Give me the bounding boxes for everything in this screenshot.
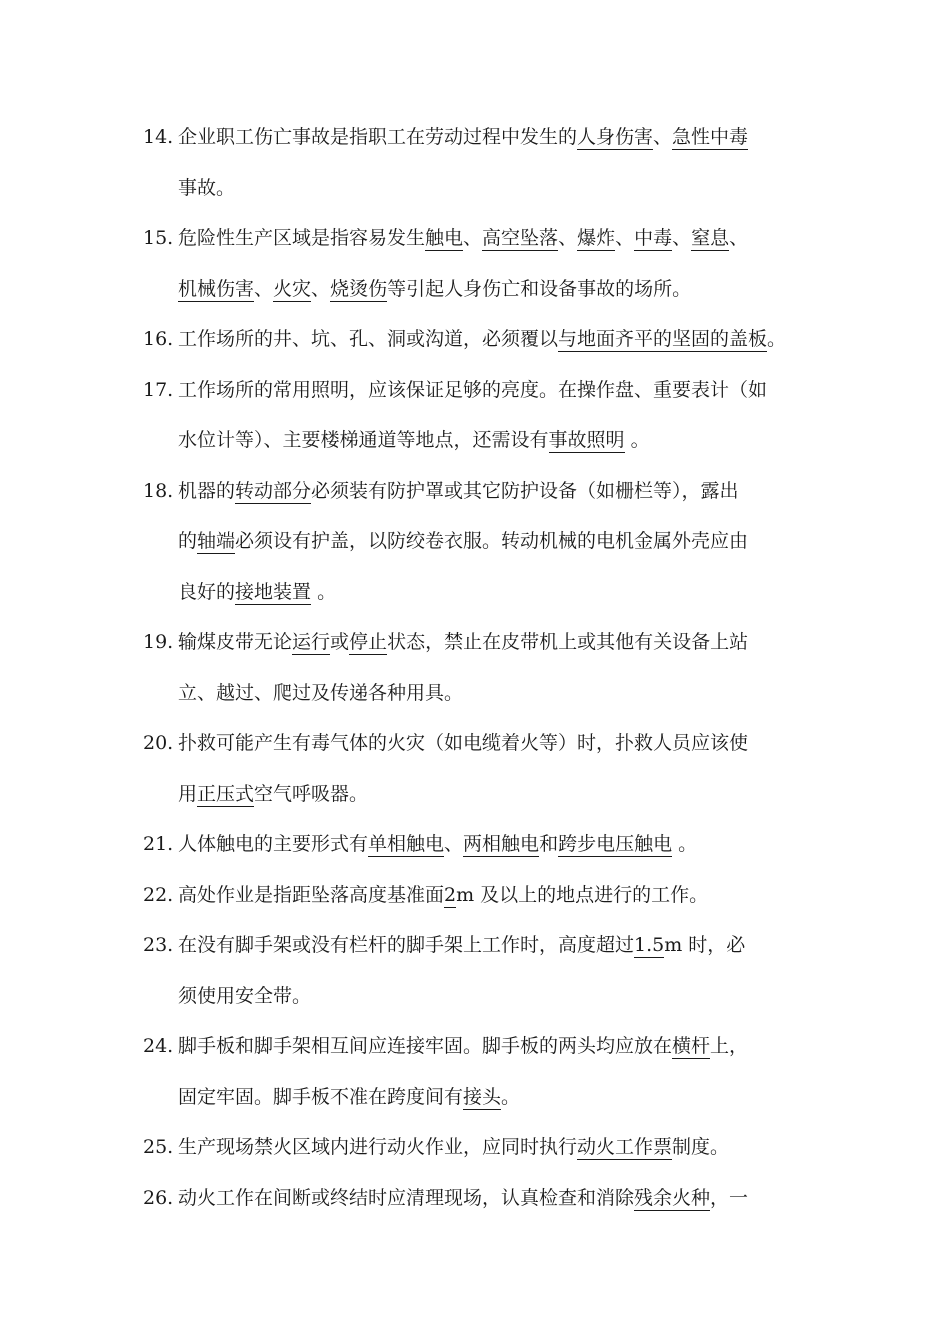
answer-blank: 窒息 — [691, 227, 730, 249]
answer-blank: 跨步电压触电 — [558, 833, 673, 855]
text-segment: 良好的 — [178, 580, 236, 603]
text-segment: 、 — [254, 277, 274, 300]
answer-blank: 触电 — [425, 227, 464, 249]
text-segment: 。 — [672, 833, 698, 855]
item-number: 15. — [143, 227, 174, 249]
list-item — [0, 1033, 950, 1059]
text-segment: 或 — [330, 631, 350, 653]
list-item — [0, 225, 950, 251]
text-segment: 机器的 — [178, 479, 236, 502]
list-item — [0, 882, 950, 908]
list-item — [0, 932, 950, 958]
list-item-continuation — [0, 276, 950, 302]
text-segment: 。 — [624, 429, 650, 451]
text-segment: 高处作业是指距坠落高度基准面 — [178, 883, 445, 906]
item-text — [178, 1033, 748, 1059]
item-text — [178, 932, 745, 958]
list-item — [0, 377, 950, 403]
text-segment: 须使用安全带。 — [178, 984, 312, 1007]
item-text — [178, 377, 767, 403]
item-text — [178, 781, 368, 807]
text-segment: 脚手板和脚手架相互间应连接牢固。脚手板的两头均应放在 — [178, 1035, 673, 1057]
answer-blank: 高空坠落 — [482, 227, 559, 249]
list-item-continuation — [0, 781, 950, 807]
answer-blank: 两相触电 — [463, 833, 540, 855]
text-segment: 、 — [558, 227, 578, 249]
text-segment: 工作场所的井、坑、孔、洞或沟道，必须覆以 — [178, 328, 559, 350]
answer-blank: 接头 — [463, 1085, 502, 1108]
answer-blank: 机械伤害 — [178, 277, 255, 300]
item-text — [178, 225, 748, 251]
text-segment: 企业职工伤亡事故是指职工在劳动过程中发生的 — [178, 126, 578, 148]
text-segment: 在没有脚手架或没有栏杆的脚手架上工作时，高度超过 — [178, 934, 635, 956]
text-segment: 危险性生产区域是指容易发生 — [178, 227, 426, 249]
item-text — [178, 680, 463, 706]
answer-blank: 事故照明 — [548, 429, 625, 451]
item-number: 24. — [143, 1035, 174, 1057]
item-number: 23. — [143, 934, 174, 956]
list-item — [0, 1185, 950, 1211]
text-segment: 状态，禁止在皮带机上或其他有关设备上站 — [387, 631, 749, 653]
text-segment: 和 — [539, 833, 559, 855]
answer-blank: 人身伤害 — [577, 126, 654, 148]
text-segment: 输煤皮带无论 — [178, 631, 293, 653]
item-text — [178, 579, 336, 605]
text-segment: 。 — [311, 580, 337, 603]
item-text — [178, 124, 748, 150]
text-segment: 、 — [672, 227, 692, 249]
list-item-continuation — [0, 680, 950, 706]
text-segment: 生产现场禁火区域内进行动火作业，应同时执行 — [178, 1136, 578, 1158]
list-item-continuation — [0, 1084, 950, 1110]
text-segment: 用 — [178, 782, 198, 805]
text-segment: 动火工作在间断或终结时应清理现场，认真检查和消除 — [178, 1186, 635, 1209]
text-segment: 、 — [729, 227, 749, 249]
item-text — [178, 276, 691, 302]
text-segment: 、 — [653, 126, 673, 148]
list-item-continuation — [0, 175, 950, 201]
item-number: 14. — [143, 126, 174, 148]
item-text — [178, 326, 786, 352]
answer-blank: 停止 — [349, 631, 388, 653]
answer-blank: 烧烫伤 — [330, 277, 388, 300]
text-segment: m 及以上的地点进行的工作。 — [456, 883, 709, 906]
item-text — [178, 478, 739, 504]
text-segment: 人体触电的主要形式有 — [178, 833, 369, 855]
text-segment: 制度。 — [672, 1136, 730, 1158]
list-item-continuation — [0, 579, 950, 605]
text-segment: 、 — [615, 227, 635, 249]
answer-blank: 单相触电 — [368, 833, 445, 855]
answer-blank: 运行 — [292, 631, 331, 653]
answer-blank: 接地装置 — [235, 580, 312, 603]
answer-blank: 残余火种 — [634, 1186, 711, 1209]
item-number: 25. — [143, 1136, 174, 1158]
item-number: 18. — [143, 479, 174, 502]
list-item — [0, 730, 950, 756]
item-number: 17. — [143, 378, 174, 401]
answer-blank: 动火工作票 — [577, 1136, 673, 1158]
list-item — [0, 478, 950, 504]
list-item — [0, 124, 950, 150]
answer-blank: 火灾 — [273, 277, 312, 300]
answer-blank: 正压式 — [197, 782, 255, 805]
item-number: 16. — [143, 328, 174, 350]
answer-blank: 横杆 — [672, 1035, 711, 1057]
item-text — [178, 427, 650, 453]
item-text — [178, 1084, 520, 1110]
list-item-continuation — [0, 427, 950, 453]
list-item — [0, 831, 950, 857]
text-segment: 立、越过、爬过及传递各种用具。 — [178, 681, 464, 704]
answer-blank: 1.5 — [634, 934, 665, 956]
answer-blank: 转动部分 — [235, 479, 312, 502]
item-text — [178, 1134, 729, 1160]
item-text — [178, 629, 748, 655]
list-item-continuation — [0, 528, 950, 554]
answer-blank: 2 — [444, 883, 457, 906]
text-segment: 。 — [501, 1085, 521, 1108]
item-number: 21. — [143, 833, 174, 855]
text-segment: m 时，必 — [664, 934, 746, 956]
answer-blank: 与地面齐平的坚固的盖板 — [558, 328, 768, 350]
list-item-continuation — [0, 983, 950, 1009]
item-text — [178, 175, 235, 201]
answer-blank: 急性中毒 — [672, 126, 749, 148]
item-text — [178, 528, 748, 554]
text-segment: 必须装有防护罩或其它防护设备（如栅栏等），露出 — [311, 479, 739, 502]
text-segment: 。 — [767, 328, 787, 350]
item-text — [178, 730, 748, 756]
answer-blank: 中毒 — [634, 227, 673, 249]
list-item — [0, 629, 950, 655]
item-number: 22. — [143, 883, 174, 906]
item-text — [178, 831, 697, 857]
answer-blank: 爆炸 — [577, 227, 616, 249]
item-text — [178, 983, 311, 1009]
item-text — [178, 1185, 748, 1211]
text-segment: ，一 — [710, 1186, 749, 1209]
text-segment: 工作场所的常用照明，应该保证足够的亮度。在操作盘、重要表计（如 — [178, 378, 768, 401]
text-segment: 、 — [463, 227, 483, 249]
text-segment: 上， — [710, 1035, 749, 1057]
answer-blank: 轴端 — [197, 530, 236, 552]
text-segment: 、 — [444, 833, 464, 855]
text-segment: 的 — [178, 530, 198, 552]
text-segment: 空气呼吸器。 — [254, 782, 369, 805]
text-segment: 、 — [311, 277, 331, 300]
text-segment: 等引起人身伤亡和设备事故的场所。 — [387, 277, 692, 300]
text-segment: 事故。 — [178, 176, 236, 199]
text-segment: 水位计等）、主要楼梯通道等地点，还需设有 — [178, 429, 549, 451]
text-segment: 固定牢固。脚手板不准在跨度间有 — [178, 1085, 464, 1108]
item-text — [178, 882, 708, 908]
item-number: 26. — [143, 1186, 174, 1209]
list-item — [0, 326, 950, 352]
item-number: 19. — [143, 631, 174, 653]
list-item — [0, 1134, 950, 1160]
item-number: 20. — [143, 732, 174, 754]
text-segment: 扑救可能产生有毒气体的火灾（如电缆着火等）时，扑救人员应该使 — [178, 732, 749, 754]
text-segment: 必须设有护盖，以防绞卷衣服。转动机械的电机金属外壳应由 — [235, 530, 749, 552]
